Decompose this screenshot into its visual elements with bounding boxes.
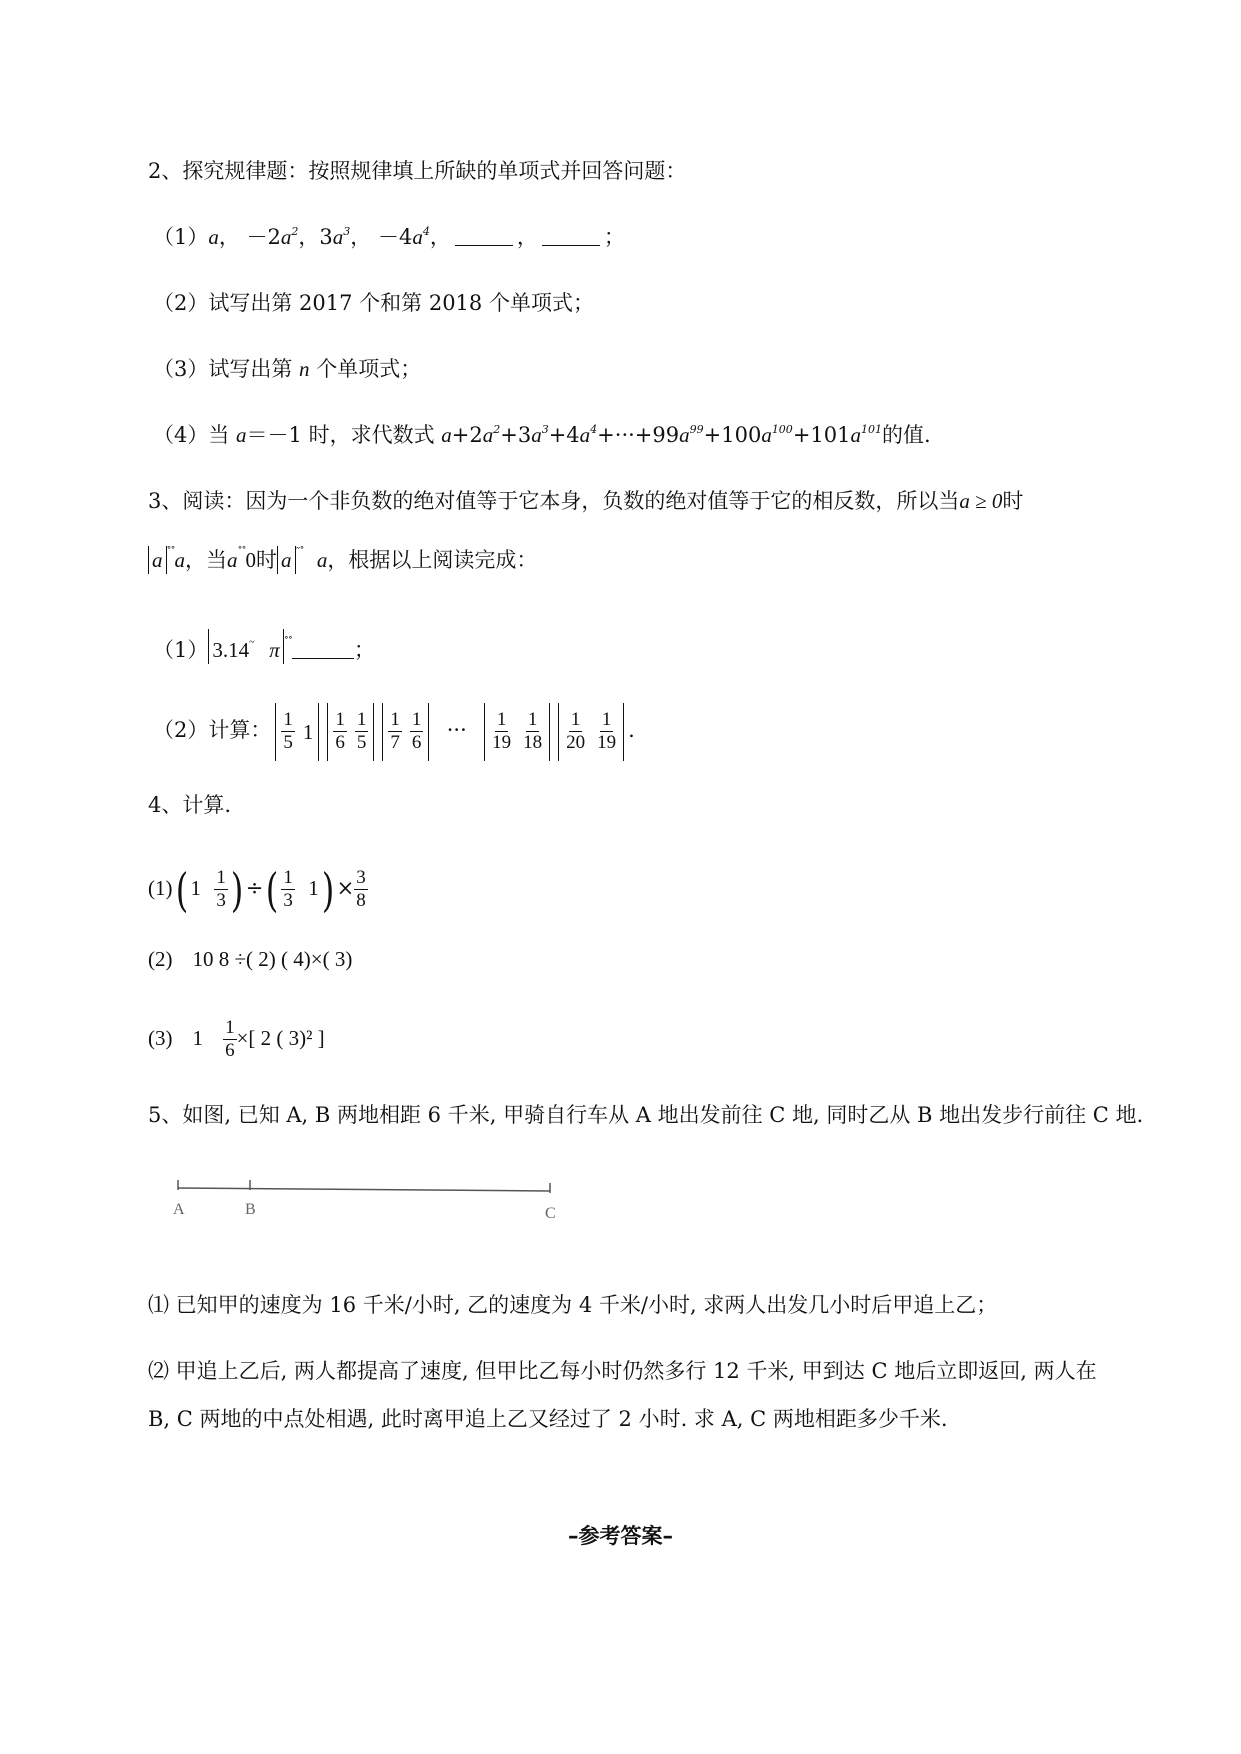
q5-part2-line2: B, C 两地的中点处相遇, 此时离甲追上乙又经过了 2 小时. 求 A, C 两地相距多少千米.	[148, 1407, 948, 1431]
answer-blank[interactable]	[542, 227, 600, 246]
q4-part1: (1)( 1 $\frac{1}{3}$ ) ÷( $\frac{1}{3}$ 1) × $\frac{3}{8}$	[148, 862, 366, 917]
q2-title: 2、探究规律题：按照规律填上所缺的单项式并回答问题：	[148, 159, 687, 183]
q4-title: 4、计算.	[148, 793, 232, 817]
q3-line2: a ˚˚a，当a˚˚0时 a ˜˚ a，根据以上阅读完成：	[148, 538, 537, 575]
label-c: C	[545, 1205, 556, 1222]
answer-blank[interactable]	[292, 642, 354, 659]
q2-part2: （2）试写出第 2017 个和第 2018 个单项式；	[153, 291, 594, 315]
q5-part1: ⑴ 已知甲的速度为 16 千米/小时, 乙的速度为 4 千米/小时, 求两人出发几小时后甲追上乙；	[148, 1293, 998, 1317]
label-a: A	[173, 1201, 185, 1218]
q5-title: 5、如图, 已知 A, B 两地相距 6 千米, 甲骑自行车从 A 地出发前往 C 地, 同时乙从 B 地出发步行前往 C 地.	[148, 1103, 1144, 1127]
q2-part3: （3）试写出第 n 个单项式；	[153, 357, 422, 381]
q3-title: 3、阅读：因为一个非负数的绝对值等于它本身，负数的绝对值等于它的相反数，所以当a ≥ 0时	[148, 489, 1024, 513]
answer-blank[interactable]	[455, 227, 513, 246]
label-b: B	[245, 1201, 256, 1218]
line-diagram	[170, 1170, 590, 1230]
segment-ac	[178, 1188, 550, 1191]
q2-part4: （4）当 a＝－1 时，求代数式 $a+2a^2+3a^3+4a^4+\cdot\cdot\cdot+99a^{99}+100a^{100}+101a^{101}$的值.	[153, 423, 931, 447]
answer-title: –参考答案–	[568, 1524, 673, 1548]
q3-part2: （2）计算： $\frac{1}{5}$ 1 $\frac{1}{6}$ $\frac{1}{5}$ $\frac{1}{7}$ $\frac{1}{6}$ ··· $\frac{1}{19}$ $\frac{1}{18}$ $\frac{1}{20}$ $\frac{1}{19}$ .	[153, 700, 635, 761]
q4-part2: (2) 10 8 ÷( 2) ( 4)×( 3)	[148, 947, 353, 971]
q3-part1: （1） 3.14~ π ˚˚ ；	[153, 628, 375, 665]
q4-part3: (3) 1 $\frac{1}{6}$ ×[ 2 ( 3)² ]	[148, 1017, 325, 1061]
q5-part2-line1: ⑵ 甲追上乙后, 两人都提高了速度, 但甲比乙每小时仍然多行 12 千米, 甲到达 C 地后立即返回, 两人在	[148, 1359, 1097, 1383]
q2-part1: （1）a， $-2a^2$，$3a^3$， $-4a^4$， ， ；	[153, 225, 625, 249]
